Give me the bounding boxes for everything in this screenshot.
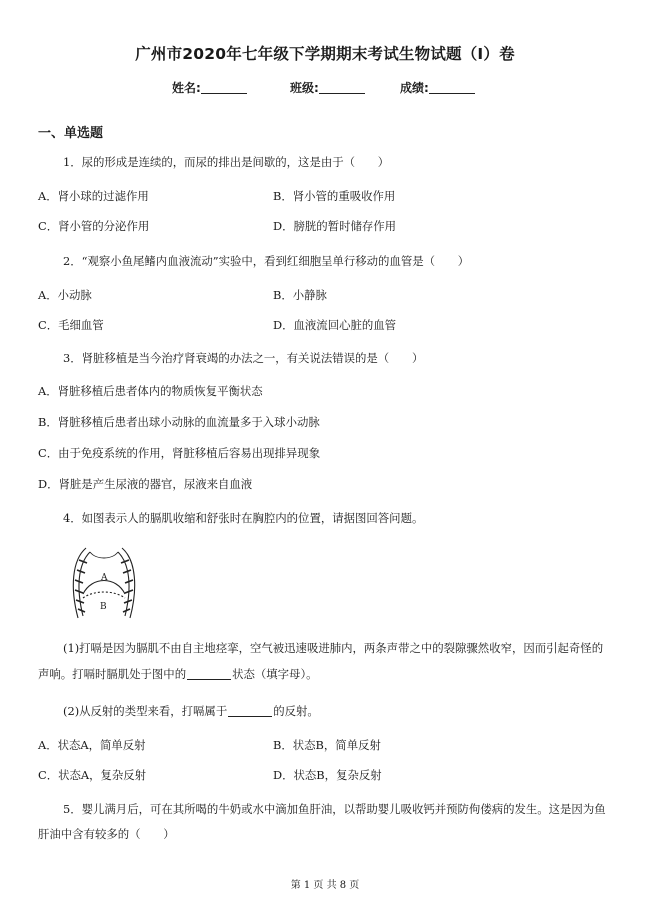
- q4-option-a[interactable]: A．状态A，简单反射: [38, 738, 146, 752]
- q3-option-c[interactable]: C．由于免疫系统的作用，肾脏移植后容易出现排异现象: [38, 446, 321, 460]
- question-3-stem: 3．肾脏移植是当今治疗肾衰竭的办法之一，有关说法错误的是（ ）: [63, 351, 424, 365]
- name-blank[interactable]: [201, 81, 247, 94]
- q1-option-c[interactable]: C．肾小管的分泌作用: [38, 219, 150, 233]
- page-footer: 第 1 页 共 8 页: [290, 880, 360, 891]
- question-5-stem-line1: 5．婴儿满月后，可在其所喝的牛奶或水中滴加鱼肝油，以帮助婴儿吸收钙并预防佝偻病的发生。这是因为鱼: [63, 802, 606, 816]
- q4-sub1-line1: (1)打嗝是因为膈肌不由自主地痉挛，空气被迅速吸进肺内，两条声带之中的裂隙骤然收窄，因而引起奇怪的: [63, 641, 604, 655]
- q4-sub1-blank[interactable]: [187, 667, 231, 680]
- class-blank[interactable]: [319, 81, 365, 94]
- diaphragm-figure: [66, 546, 142, 620]
- section-title: 一、单选题: [38, 126, 104, 141]
- q2-option-c[interactable]: C．毛细血管: [38, 318, 104, 332]
- score-field: [400, 79, 475, 96]
- question-2-stem: 2．“观察小鱼尾鳍内血液流动”实验中，看到红细胞呈单行移动的血管是（ ）: [63, 254, 470, 268]
- q3-option-b[interactable]: B．肾脏移植后患者出球小动脉的血流量多于入球小动脉: [38, 415, 320, 429]
- right-ribcage-outline: [122, 548, 135, 618]
- class-label: 班级:: [290, 81, 319, 95]
- figure-label-b: B: [100, 602, 107, 612]
- q4-option-d[interactable]: D．状态B，复杂反射: [273, 768, 382, 782]
- q4-sub2-pre: (2)从反射的类型来看，打嗝属于: [63, 704, 228, 718]
- q1-option-a[interactable]: A．肾小球的过滤作用: [38, 189, 149, 203]
- question-4-stem: 4．如图表示人的膈肌收缩和舒张时在胸腔内的位置，请据图回答问题。: [63, 511, 424, 525]
- q3-option-a[interactable]: A．肾脏移植后患者体内的物质恢复平衡状态: [38, 384, 263, 398]
- q1-option-b[interactable]: B．肾小管的重吸收作用: [273, 189, 396, 203]
- q1-option-d[interactable]: D．膀胱的暂时储存作用: [273, 219, 397, 233]
- q2-option-b[interactable]: B．小静脉: [273, 288, 327, 302]
- page-title: 广州市2020年七年级下学期期末考试生物试题（I）卷: [135, 45, 515, 63]
- q4-option-c[interactable]: C．状态A，复杂反射: [38, 768, 147, 782]
- q4-sub1-line2: [38, 666, 318, 682]
- q4-option-b[interactable]: B．状态B，简单反射: [273, 738, 381, 752]
- name-field: [172, 79, 247, 96]
- left-ribcage-outline: [73, 548, 86, 618]
- diaphragm-state-b: [83, 592, 125, 598]
- q3-option-d[interactable]: D．肾脏是产生尿液的器官，尿液来自血液: [38, 477, 253, 491]
- score-blank[interactable]: [429, 81, 475, 94]
- figure-label-a: A: [101, 573, 108, 583]
- q2-option-d[interactable]: D．血液流回心脏的血管: [273, 318, 397, 332]
- question-1-stem: 1．尿的形成是连续的，而尿的排出是间歇的，这是由于（ ）: [63, 155, 390, 169]
- q4-sub1-post: 状态（填字母）。: [232, 667, 318, 681]
- q4-sub2-blank[interactable]: [228, 704, 272, 717]
- name-label: 姓名:: [172, 81, 201, 95]
- question-5-stem-line2: 肝油中含有较多的（ ）: [38, 827, 175, 841]
- q4-sub2-line: [63, 703, 319, 719]
- q4-sub1-pre: 声响。打嗝时膈肌处于图中的: [38, 667, 187, 681]
- score-label: 成绩:: [400, 81, 429, 95]
- q4-sub2-post: 的反射。: [273, 704, 319, 718]
- q2-option-a[interactable]: A．小动脉: [38, 288, 92, 302]
- class-field: [290, 79, 365, 96]
